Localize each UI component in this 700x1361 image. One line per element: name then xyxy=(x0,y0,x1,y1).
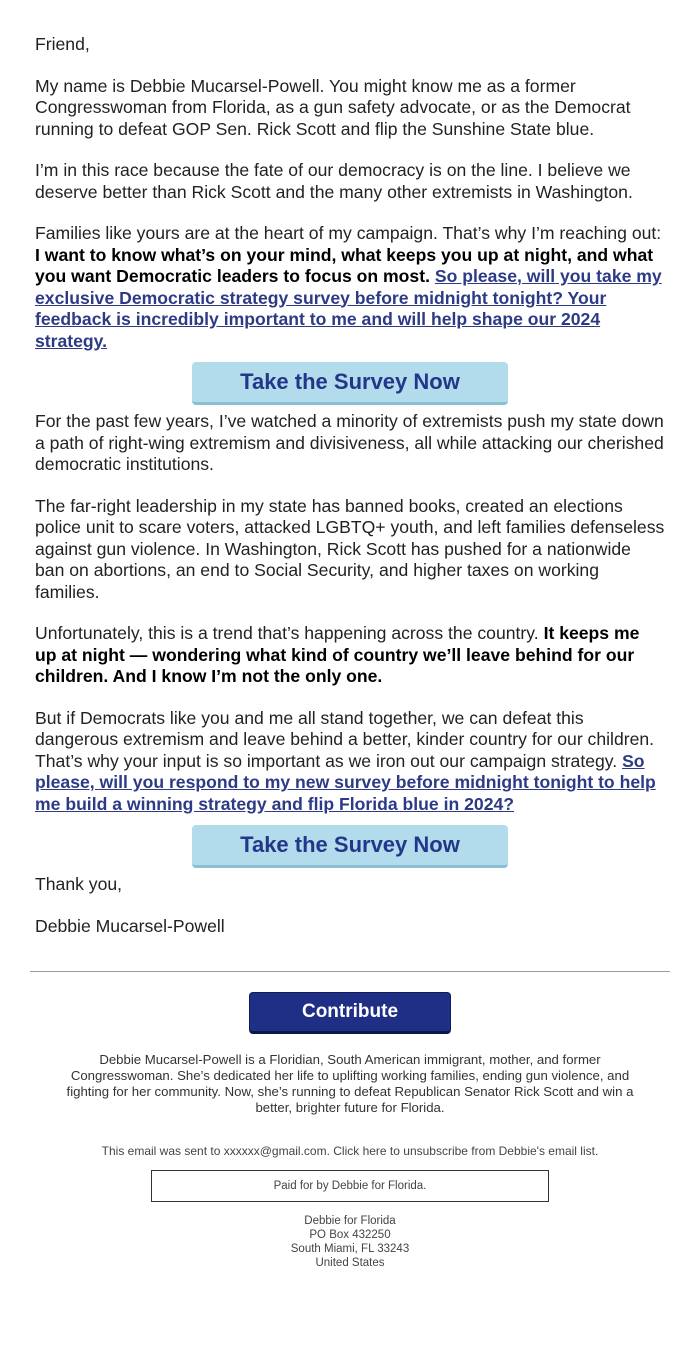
candidate-bio: Debbie Mucarsel-Powell is a Floridian, South American immigrant, mother, and former Congresswoman. She’s dedicated her life to uplifting working families, ending gun violence, and fighting for her community. Now, she’s running to defeat Republican Senator Rick Scott and win a better, brighter future for Florida. xyxy=(66,1052,634,1115)
letter-content xyxy=(0,34,700,937)
paragraph-stand-together xyxy=(35,708,665,816)
paragraph-trend-text: Unfortunately, this is a trend that’s happening across the country. xyxy=(35,623,544,643)
paragraph-families-bold: I want to know what’s on your mind, what keeps you up at night, and what you want Democratic leaders to focus on most. xyxy=(35,244,654,286)
survey-link-1[interactable]: So please, will you take my exclusive Democratic strategy survey before midnight tonight? Your feedback is incredibly important to me and will help shape our 2024 strategy. xyxy=(35,266,662,351)
paragraph-trend-bold: It keeps me up at night — wondering what kind of country we’ll leave behind for our children. And I know I’m not the only one. xyxy=(35,623,640,686)
paragraph-intro: My name is Debbie Mucarsel-Powell. You might know me as a former Congresswoman from Florida, as a gun safety advocate, or as the Democrat running to defeat GOP Sen. Rick Scott and flip the Sunshine State blue. xyxy=(35,75,631,139)
paid-for-disclaimer: Paid for by Debbie for Florida. xyxy=(151,1170,549,1202)
paragraph-far-right: The far-right leadership in my state has banned books, created an elections police unit to scare voters, attacked LGBTQ+ youth, and left families defenseless against gun violence. In Washington, Rick Scott has pushed for a nationwide ban on abortions, an end to Social Security, and higher taxes on working families. xyxy=(35,495,665,602)
paragraph-extremists: For the past few years, I’ve watched a minority of extremists push my state down a path of right-wing extremism and divisiveness, all while attacking our cherished democratic institutions. xyxy=(35,411,664,474)
signature: Debbie Mucarsel-Powell xyxy=(35,915,225,936)
contribute-wrap xyxy=(0,992,700,1034)
paragraph-trend xyxy=(35,623,665,688)
survey-link-2[interactable]: So please, will you respond to my new survey before midnight tonight to help me build a winning strategy and flip Florida blue in 2024? xyxy=(35,750,656,814)
mailing-address xyxy=(0,1214,700,1270)
address-line-4: United States xyxy=(315,1257,385,1269)
paragraph-families xyxy=(35,223,665,352)
greeting: Friend, xyxy=(35,34,90,54)
address-line-3: South Miami, FL 33243 xyxy=(290,1243,410,1255)
survey-cta-2-wrap xyxy=(35,825,665,868)
paid-for-wrap xyxy=(0,1170,700,1202)
survey-cta-1-wrap xyxy=(35,362,665,405)
closing: Thank you, xyxy=(35,874,123,894)
address-line-2: PO Box 432250 xyxy=(309,1229,391,1241)
address-line-1: Debbie for Florida xyxy=(304,1215,396,1227)
sent-notice[interactable]: This email was sent to xxxxxx@gmail.com. Click here to unsubscribe from Debbie's email list. xyxy=(101,1144,599,1158)
paragraph-democracy: I’m in this race because the fate of our democracy is on the line. I believe we deserve better than Rick Scott and the many other extremists in Washington. xyxy=(35,160,633,202)
survey-button-1[interactable]: Take the Survey Now xyxy=(192,362,508,405)
paragraph-stand-together-text: But if Democrats like you and me all stand together, we can defeat this dangerous extremism and leave behind a better, kinder country for our children. That’s why your input is so important as we iron out our campaign strategy. xyxy=(35,707,655,771)
survey-button-2[interactable]: Take the Survey Now xyxy=(192,825,508,868)
footer-divider xyxy=(30,971,670,972)
paragraph-families-text: Families like yours are at the heart of my campaign. That’s why I’m reaching out: xyxy=(35,223,662,243)
contribute-button[interactable]: Contribute xyxy=(249,992,451,1034)
